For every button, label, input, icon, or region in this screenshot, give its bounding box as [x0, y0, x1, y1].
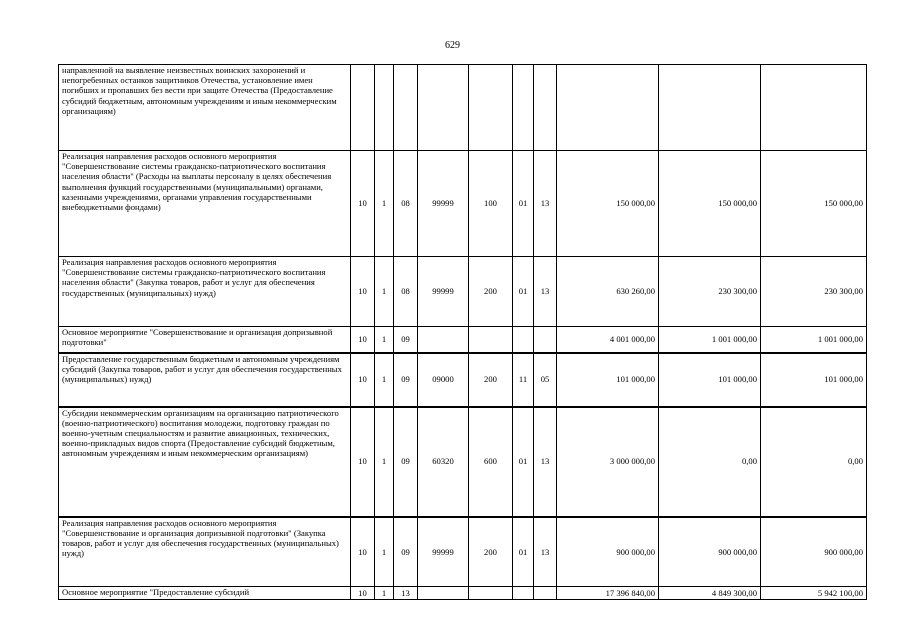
code-cell: 09 [394, 353, 418, 407]
code-cell: 100 [469, 151, 513, 257]
code-cell: 200 [469, 517, 513, 587]
amount-cell: 1 001 000,00 [761, 327, 867, 353]
code-cell: 13 [534, 517, 557, 587]
code-cell [394, 65, 418, 151]
code-cell: 60320 [418, 407, 469, 517]
code-cell: 10 [351, 517, 375, 587]
amount-cell: 900 000,00 [659, 517, 761, 587]
code-cell: 10 [351, 151, 375, 257]
row-description: Основное мероприятие "Предоставление субсидий [59, 587, 351, 600]
code-cell [469, 587, 513, 600]
table-row [59, 65, 867, 151]
code-cell: 1 [375, 257, 394, 327]
code-cell [469, 65, 513, 151]
amount-cell: 0,00 [659, 407, 761, 517]
table-row [59, 517, 867, 587]
code-cell: 09 [394, 327, 418, 353]
code-cell: 99999 [418, 151, 469, 257]
code-cell: 1 [375, 327, 394, 353]
code-cell: 09 [394, 407, 418, 517]
code-cell: 600 [469, 407, 513, 517]
code-cell: 01 [513, 151, 534, 257]
code-cell: 1 [375, 353, 394, 407]
code-cell [418, 587, 469, 600]
amount-cell: 0,00 [761, 407, 867, 517]
row-description: Реализация направления расходов основного мероприятия "Совершенствование системы гражданско-патриотического воспитания населения области" (Расходы на выплаты персоналу в целях обеспечения выполнения функций государственными (муниципальными) органами, казенными учреждениями, органами управления государственными внебюджетными фондами) [59, 151, 351, 257]
amount-cell [659, 65, 761, 151]
code-cell: 10 [351, 257, 375, 327]
amount-cell: 101 000,00 [659, 353, 761, 407]
code-cell: 13 [394, 587, 418, 600]
code-cell: 09000 [418, 353, 469, 407]
row-description: Реализация направления расходов основного мероприятия "Совершенствование системы гражданско-патриотического воспитания населения области" (Закупка товаров, работ и услуг для обеспечения государственных (муниципальных) нужд) [59, 257, 351, 327]
amount-cell [761, 65, 867, 151]
amount-cell: 101 000,00 [761, 353, 867, 407]
page-number: 629 [445, 40, 460, 51]
amount-cell: 5 942 100,00 [761, 587, 867, 600]
code-cell: 99999 [418, 257, 469, 327]
table-row [59, 353, 867, 407]
code-cell: 200 [469, 353, 513, 407]
code-cell: 01 [513, 407, 534, 517]
row-description: Предоставление государственным бюджетным и автономным учреждениям субсидий (Закупка товаров, работ и услуг для обеспечения государственных (муниципальных) нужд) [59, 353, 351, 407]
amount-cell: 230 300,00 [761, 257, 867, 327]
code-cell: 11 [513, 353, 534, 407]
code-cell: 99999 [418, 517, 469, 587]
code-cell [513, 65, 534, 151]
code-cell: 1 [375, 587, 394, 600]
code-cell: 09 [394, 517, 418, 587]
table-row [59, 151, 867, 257]
code-cell [534, 65, 557, 151]
amount-cell: 17 396 840,00 [557, 587, 659, 600]
code-cell: 1 [375, 151, 394, 257]
code-cell: 10 [351, 587, 375, 600]
row-description: Основное мероприятие "Совершенствование и организация допризывной подготовки" [59, 327, 351, 353]
row-description: направленной на выявление неизвестных воинских захоронений и непогребенных останков защитников Отечества, установление имен погибших и пропавших без вести при защите Отечества (Предоставление субсидий бюджетным, автономным учреждениям и иным некоммерческим организациям) [59, 65, 351, 151]
table-row [59, 327, 867, 353]
amount-cell [557, 65, 659, 151]
code-cell [351, 65, 375, 151]
amount-cell: 1 001 000,00 [659, 327, 761, 353]
code-cell: 200 [469, 257, 513, 327]
code-cell: 05 [534, 353, 557, 407]
code-cell: 08 [394, 151, 418, 257]
amount-cell: 101 000,00 [557, 353, 659, 407]
code-cell [418, 65, 469, 151]
amount-cell: 150 000,00 [659, 151, 761, 257]
amount-cell: 150 000,00 [557, 151, 659, 257]
code-cell [375, 65, 394, 151]
code-cell: 08 [394, 257, 418, 327]
code-cell [534, 587, 557, 600]
code-cell [469, 327, 513, 353]
budget-table [58, 64, 867, 600]
amount-cell: 900 000,00 [557, 517, 659, 587]
table-row [59, 257, 867, 327]
row-description: Субсидии некоммерческим организациям на организацию патриотического (военно-патриотического) воспитания молодежи, подготовку граждан по военно-учетным специальностям и развитие авиационных, технических, военно-прикладных видов спорта (Предоставление субсидий бюджетным, автономным учреждениям и иным некоммерческим организациям) [59, 407, 351, 517]
code-cell: 10 [351, 327, 375, 353]
code-cell [418, 327, 469, 353]
amount-cell: 3 000 000,00 [557, 407, 659, 517]
code-cell: 13 [534, 151, 557, 257]
code-cell: 13 [534, 257, 557, 327]
code-cell: 01 [513, 257, 534, 327]
amount-cell: 150 000,00 [761, 151, 867, 257]
row-description: Реализация направления расходов основного мероприятия "Совершенствование и организация допризывной подготовки" (Закупка товаров, работ и услуг для обеспечения государственных (муниципальных) нужд) [59, 517, 351, 587]
amount-cell: 900 000,00 [761, 517, 867, 587]
code-cell: 10 [351, 353, 375, 407]
amount-cell: 230 300,00 [659, 257, 761, 327]
code-cell [513, 327, 534, 353]
table-row [59, 587, 867, 600]
code-cell: 01 [513, 517, 534, 587]
amount-cell: 4 849 300,00 [659, 587, 761, 600]
code-cell: 13 [534, 407, 557, 517]
code-cell: 1 [375, 407, 394, 517]
code-cell: 10 [351, 407, 375, 517]
code-cell: 1 [375, 517, 394, 587]
code-cell [534, 327, 557, 353]
table-row [59, 407, 867, 517]
amount-cell: 630 260,00 [557, 257, 659, 327]
amount-cell: 4 001 000,00 [557, 327, 659, 353]
code-cell [513, 587, 534, 600]
